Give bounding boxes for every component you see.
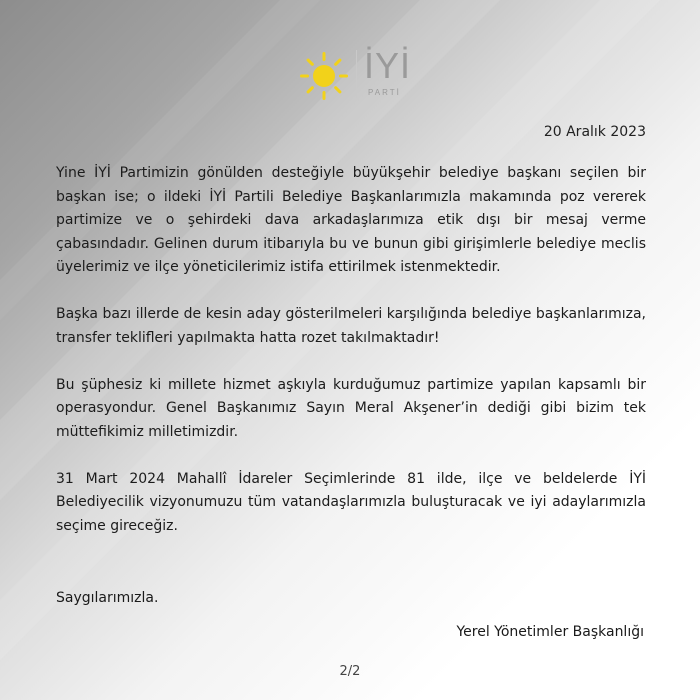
party-logo [296, 44, 416, 104]
closing-line: Saygılarımızla. [56, 590, 159, 606]
logo-subtitle: PARTİ [368, 88, 401, 97]
sun-icon [296, 46, 352, 102]
paragraph: 31 Mart 2024 Mahallî İdareler Seçimlerinde 81 ilde, ilçe ve beldelerde İYİ Belediyecilik vizyonumuzu tüm vatandaşlarımızla buluşturacak ve iyi adaylarımızla seçime gireceğiz. [56, 470, 646, 534]
logo-wordmark: İYİ [364, 45, 412, 86]
paragraph: Bu şüphesiz ki millete hizmet aşkıyla kurduğumuz partimize yapılan kapsamlı bir operasyondur. Genel Başkanımız Sayın Meral Akşener’in dediği gibi bizim tek müttefikimiz milletimizdir. [56, 376, 646, 440]
logo-divider [356, 50, 357, 98]
paragraph: Yine İYİ Partimizin gönülden desteğiyle büyükşehir belediye başkanı seçilen bir başkan ise; o ildeki İYİ Partili Belediye Başkanlarımızla makamında poz vererek partimize ve o şehirdeki dava arkadaşlarımıza etik dışı bir mesaj verme çabasındadır. Gelinen durum itibarıyla bu ve bunun gibi girişimlerle belediye meclis üyelerimiz ve ilçe yöneticilerimiz istifa ettirilmek istenmektedir. [56, 165, 646, 275]
signature: Yerel Yönetimler Başkanlığı [456, 624, 644, 640]
statement-body [56, 162, 646, 562]
page-number: 2/2 [339, 664, 361, 679]
document-date: 20 Aralık 2023 [543, 124, 646, 140]
paragraph: Başka bazı illerde de kesin aday gösterilmeleri karşılığında belediye başkanlarımıza, transfer teklifleri yapılmakta hatta rozet takılmaktadır! [56, 306, 646, 346]
